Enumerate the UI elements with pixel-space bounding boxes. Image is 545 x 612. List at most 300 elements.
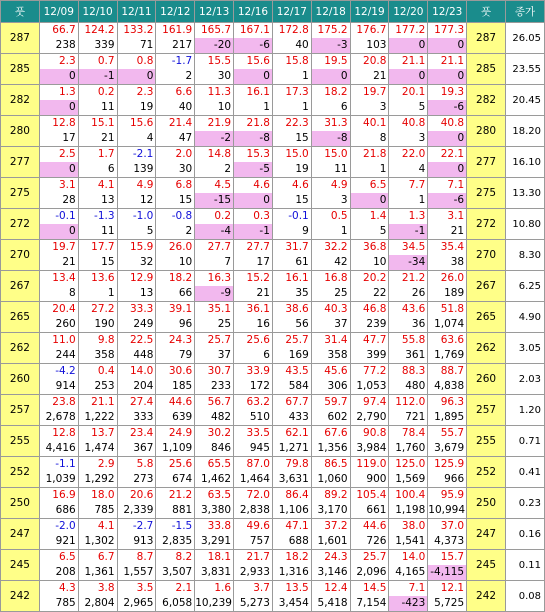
volume-value: 13 [140,287,154,299]
volume-value: 25 [334,287,348,299]
data-cell [389,209,428,240]
volume-value: 17 [62,132,76,144]
change-value: 59.7 [324,396,348,408]
change-value: 1.4 [369,210,387,222]
change-value: 43.5 [285,365,309,377]
change-value: 24.9 [168,427,193,439]
data-cell [272,54,311,85]
volume-value: 1,074 [434,318,465,330]
volume-value: -423 [389,596,427,611]
volume-value: 358 [94,349,115,361]
change-value: 55.8 [401,334,426,346]
volume-value: 1 [340,225,348,237]
change-value: 0.7 [97,55,115,67]
volume-value: 5 [146,225,154,237]
change-value: 22.5 [129,334,154,346]
change-value: 176.7 [356,24,387,36]
data-cell [272,426,311,457]
volume-value: 6 [340,101,348,113]
data-cell [350,116,389,147]
volume-value: 4 [146,132,154,144]
volume-value: 0 [428,38,466,53]
data-cell [234,85,273,116]
data-cell [311,302,350,333]
change-value: 105.4 [356,489,387,501]
volume-value: 3,291 [201,535,232,547]
data-cell [234,488,273,519]
volume-value: 0 [428,162,466,177]
volume-value: 16 [256,318,270,330]
table-row [1,85,545,116]
data-cell [272,457,311,488]
data-cell [195,147,234,178]
data-cell [428,395,467,426]
strike-left: 267 [1,271,40,302]
data-cell [272,147,311,178]
change-value: 15.2 [246,272,270,284]
data-cell [39,550,78,581]
volume-value: 3,507 [162,566,193,578]
data-cell [428,457,467,488]
close-price: 23.55 [505,54,544,85]
strike-left: 242 [1,581,40,612]
volume-value: 1,474 [84,442,115,454]
change-value: 2.3 [58,55,76,67]
data-cell [156,581,195,612]
data-cell [389,178,428,209]
data-cell [156,271,195,302]
volume-value: 480 [405,380,426,392]
change-value: 38.6 [285,303,309,315]
volume-value: 5,273 [239,597,270,609]
change-value: 25.7 [285,334,309,346]
table-row [1,116,545,147]
change-value: 36.1 [246,303,270,315]
change-value: -0.8 [171,210,193,222]
change-value: 1.3 [408,210,426,222]
volume-value: 1,302 [84,535,115,547]
volume-value: 1,356 [317,442,348,454]
change-value: 63.6 [440,334,465,346]
volume-value: 3,146 [317,566,348,578]
strike-left: 260 [1,364,40,395]
change-value: 161.9 [162,24,193,36]
change-value: 2.0 [175,148,193,160]
change-value: 13.7 [91,427,115,439]
change-value: 72.0 [246,489,270,501]
volume-value: 1,039 [45,473,76,485]
change-value: 33.9 [246,365,270,377]
data-cell [272,271,311,302]
change-value: 6.7 [97,551,115,563]
volume-value: 1,557 [123,566,154,578]
volume-value: 169 [288,349,309,361]
volume-value: 726 [366,535,387,547]
change-value: 67.6 [324,427,348,439]
volume-value: 1,053 [356,380,387,392]
change-value: 22.0 [401,148,426,160]
change-value: 2.3 [136,86,154,98]
volume-value: 945 [249,442,270,454]
data-cell [78,116,117,147]
change-value: 40.8 [401,117,426,129]
header-date: 12/23 [428,1,467,23]
volume-value: 21 [373,70,387,82]
data-cell [78,488,117,519]
volume-value: 0 [312,69,350,84]
header-left-put: 풋 [1,1,40,23]
strike-right: 267 [467,271,506,302]
volume-value: 11 [334,163,348,175]
data-cell [195,488,234,519]
change-value: 33.3 [129,303,154,315]
change-value: 12.9 [129,272,154,284]
data-cell [156,240,195,271]
data-cell [156,364,195,395]
data-cell [117,23,156,54]
volume-value: 0 [40,69,78,84]
change-value: 21.8 [363,148,387,160]
data-cell [350,23,389,54]
table-body [1,23,545,612]
change-value: 62.1 [285,427,309,439]
data-cell [272,209,311,240]
change-value: 21.1 [440,55,465,67]
volume-value: 339 [94,39,115,51]
data-cell [39,147,78,178]
data-cell [195,85,234,116]
volume-value: 172 [249,380,270,392]
volume-value: 15 [101,256,115,268]
volume-value: 584 [288,380,309,392]
volume-value: 674 [172,473,193,485]
data-cell [272,488,311,519]
data-cell [311,364,350,395]
data-cell [39,240,78,271]
change-value: 25.7 [363,551,387,563]
change-value: 20.1 [401,86,426,98]
header-close-price: 종가 [505,1,544,23]
change-value: 87.0 [246,458,270,470]
close-price: 8.30 [505,240,544,271]
change-value: 172.8 [278,24,309,36]
change-value: 40.8 [440,117,465,129]
data-cell [117,178,156,209]
change-value: 3.5 [136,582,154,594]
volume-value: 2,096 [356,566,387,578]
change-value: 0.5 [330,210,348,222]
volume-value: 10 [178,256,193,268]
data-cell [78,23,117,54]
data-cell [311,550,350,581]
change-value: 27.7 [246,241,270,253]
data-cell [350,178,389,209]
volume-value: 1,292 [84,473,115,485]
volume-value: 900 [366,473,387,485]
volume-value: 1,222 [84,411,115,423]
data-cell [156,457,195,488]
change-value: 56.7 [207,396,232,408]
volume-value: 881 [172,504,193,516]
change-value: 19.5 [324,55,348,67]
data-cell [117,271,156,302]
volume-value: 914 [55,380,76,392]
volume-value: 333 [133,411,154,423]
volume-value: 4,416 [45,442,76,454]
data-cell [428,178,467,209]
data-cell [389,240,428,271]
change-value: 3.8 [97,582,115,594]
volume-value: 208 [55,566,76,578]
volume-value: 921 [55,535,76,547]
data-cell [234,302,273,333]
data-cell [311,457,350,488]
volume-value: -2 [195,131,233,146]
volume-value: 361 [405,349,426,361]
volume-value: -6 [428,193,466,208]
change-value: 32.2 [324,241,348,253]
header-date: 12/09 [39,1,78,23]
change-value: 35.1 [207,303,232,315]
data-cell [350,54,389,85]
strike-right: 270 [467,240,506,271]
strike-right: 252 [467,457,506,488]
data-cell [350,333,389,364]
change-value: 15.8 [285,55,309,67]
data-cell [39,116,78,147]
volume-value: 139 [133,163,154,175]
change-value: 26.0 [440,272,465,284]
data-cell [234,333,273,364]
table-row [1,271,545,302]
data-cell [272,240,311,271]
volume-value: 510 [249,411,270,423]
change-value: 7.1 [447,179,465,191]
volume-value: 5,418 [317,597,348,609]
volume-value: 37 [217,349,232,361]
data-cell [350,395,389,426]
volume-value: -5 [234,162,272,177]
change-value: 4.6 [253,179,270,191]
change-value: 5.8 [136,458,154,470]
change-value: 22.3 [285,117,309,129]
volume-value: 4,165 [395,566,426,578]
volume-value: 21 [256,287,270,299]
data-cell [272,178,311,209]
change-value: 15.6 [129,117,154,129]
data-cell [78,395,117,426]
change-value: 21.4 [168,117,193,129]
data-cell [195,209,234,240]
data-cell [350,488,389,519]
data-cell [234,550,273,581]
data-cell [234,395,273,426]
change-value: 79.8 [285,458,309,470]
data-cell [195,178,234,209]
volume-value: -1 [389,224,427,239]
change-value: 39.1 [168,303,193,315]
volume-value: 185 [172,380,193,392]
volume-value: 25 [217,318,232,330]
change-value: 177.3 [434,24,465,36]
data-cell [195,302,234,333]
change-value: 47.7 [363,334,387,346]
change-value: 3.1 [58,179,76,191]
volume-value: 2 [224,163,232,175]
change-value: 19.7 [363,86,387,98]
change-value: 25.6 [246,334,270,346]
data-cell [272,364,311,395]
change-value: 177.2 [395,24,426,36]
volume-value: 66 [178,287,193,299]
volume-value: 0 [389,69,427,84]
change-value: 9.8 [97,334,115,346]
strike-right: 250 [467,488,506,519]
data-cell [389,426,428,457]
volume-value: 785 [94,504,115,516]
volume-value: 10 [217,101,232,113]
change-value: 165.7 [201,24,232,36]
change-value: 119.0 [356,458,387,470]
volume-value: 1,198 [395,504,426,516]
data-cell [195,333,234,364]
volume-value: 47 [178,132,193,144]
header-date: 12/18 [311,1,350,23]
close-price: 16.10 [505,147,544,178]
volume-value: 913 [133,535,154,547]
change-value: 20.6 [129,489,154,501]
strike-left: 265 [1,302,40,333]
volume-value: 0 [40,162,78,177]
strike-left: 277 [1,147,40,178]
change-value: 15.9 [129,241,154,253]
data-cell [389,395,428,426]
data-cell [389,23,428,54]
change-value: -2.7 [132,520,154,532]
volume-value: 79 [178,349,193,361]
data-cell [389,364,428,395]
strike-left: 262 [1,333,40,364]
volume-value: 2 [185,70,193,82]
change-value: 0.2 [97,86,115,98]
data-cell [272,519,311,550]
change-value: 16.9 [52,489,76,501]
volume-value: 19 [140,101,154,113]
data-cell [39,178,78,209]
data-cell [156,85,195,116]
data-cell [389,116,428,147]
data-cell [78,519,117,550]
data-cell [156,426,195,457]
volume-value: 11 [101,225,115,237]
data-cell [195,23,234,54]
change-value: 26.0 [168,241,193,253]
volume-value: -1 [234,224,272,239]
change-value: -1.3 [94,210,115,222]
data-cell [350,364,389,395]
data-cell [195,364,234,395]
data-cell [195,240,234,271]
volume-value: 0 [428,131,466,146]
volume-value: 1,106 [278,504,309,516]
data-cell [350,85,389,116]
data-cell [156,116,195,147]
change-value: 95.9 [440,489,465,501]
volume-value: 6 [107,163,115,175]
data-cell [389,519,428,550]
change-value: 37.0 [440,520,465,532]
table-row [1,581,545,612]
header-date: 12/19 [350,1,389,23]
data-cell [350,550,389,581]
data-cell [272,302,311,333]
change-value: 0.2 [214,210,232,222]
volume-value: 15 [295,132,309,144]
volume-value: 28 [62,194,76,206]
change-value: 27.2 [91,303,115,315]
data-cell [78,364,117,395]
change-value: 14.0 [129,365,154,377]
volume-value: 0 [40,224,78,239]
volume-value: 1 [379,163,387,175]
close-price: 0.23 [505,488,544,519]
volume-value: 0 [234,69,272,84]
change-value: 3.7 [253,582,270,594]
strike-left: 255 [1,426,40,457]
data-cell [117,395,156,426]
volume-value: 103 [366,39,387,51]
volume-value: 30 [217,70,232,82]
data-cell [195,271,234,302]
volume-value: 233 [211,380,232,392]
data-cell [39,519,78,550]
data-cell [234,116,273,147]
volume-value: 1,361 [84,566,115,578]
change-value: 78.4 [401,427,426,439]
data-cell [117,550,156,581]
data-cell [234,54,273,85]
strike-left: 257 [1,395,40,426]
change-value: 30.7 [207,365,232,377]
volume-value: 358 [327,349,348,361]
data-cell [389,457,428,488]
data-cell [428,209,467,240]
change-value: 21.2 [168,489,193,501]
change-value: 21.9 [207,117,232,129]
volume-value: 0 [118,69,156,84]
data-cell [311,23,350,54]
volume-value: 1,271 [278,442,309,454]
close-price: 0.71 [505,426,544,457]
volume-value: 238 [55,39,76,51]
data-cell [234,178,273,209]
data-cell [39,23,78,54]
volume-value: 602 [327,411,348,423]
change-value: 35.4 [440,241,465,253]
change-value: -1.1 [55,458,76,470]
data-cell [311,271,350,302]
change-value: 37.2 [324,520,348,532]
volume-value: 26 [411,287,426,299]
change-value: 2.1 [175,582,193,594]
header-date: 12/17 [272,1,311,23]
data-cell [117,85,156,116]
strike-right: 277 [467,147,506,178]
volume-value: 10,239 [195,597,232,609]
volume-value: 260 [55,318,76,330]
volume-value: 17 [256,256,270,268]
change-value: 16.3 [207,272,232,284]
